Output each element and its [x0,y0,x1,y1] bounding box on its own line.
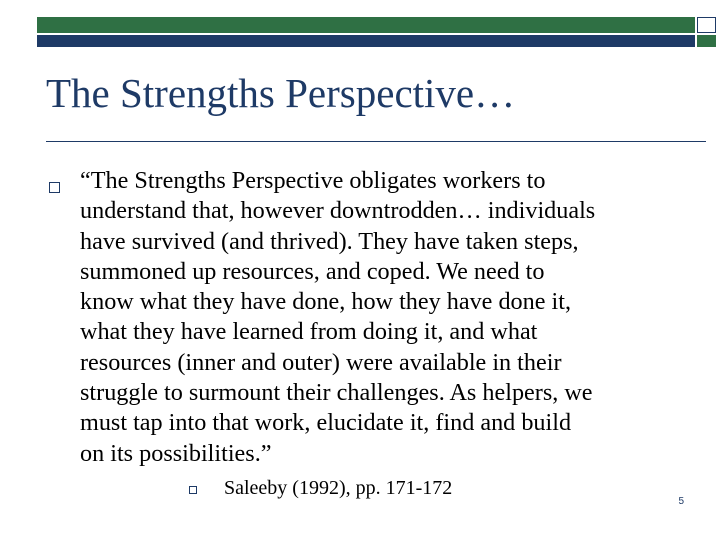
quote-line: must tap into that work, elucidate it, find and build [80,409,572,437]
title-divider [46,141,706,142]
quote-text [80,166,702,469]
quote-line: summoned up resources, and coped. We need to [80,257,545,285]
quote-line: know what they have done, how they have done it, [80,288,572,316]
quote-line: “The Strengths Perspective obligates workers to [80,167,546,194]
square-sub-bullet-icon [189,486,197,494]
quote-line: have survived (and thrived). They have taken steps, [80,227,579,255]
quote-line: struggle to surmount their challenges. As helpers, we [80,379,593,407]
slide-title: The Strengths Perspective… [46,70,516,116]
quote-line: on its possibilities.” [80,439,272,467]
header-bar-green [37,17,695,33]
square-bullet-icon [49,182,60,193]
header-bar-navy [37,35,695,47]
quote-line: understand that, however downtrodden… individuals [80,197,596,225]
quote-line: resources (inner and outer) were available in their [80,348,562,376]
page-number: 5 [678,496,684,507]
quote-line: what they have learned from doing it, and what [80,318,538,346]
citation: Saleeby (1992), pp. 171-172 [224,477,453,499]
header-square-outline [697,17,716,33]
header-square-green [697,35,716,47]
